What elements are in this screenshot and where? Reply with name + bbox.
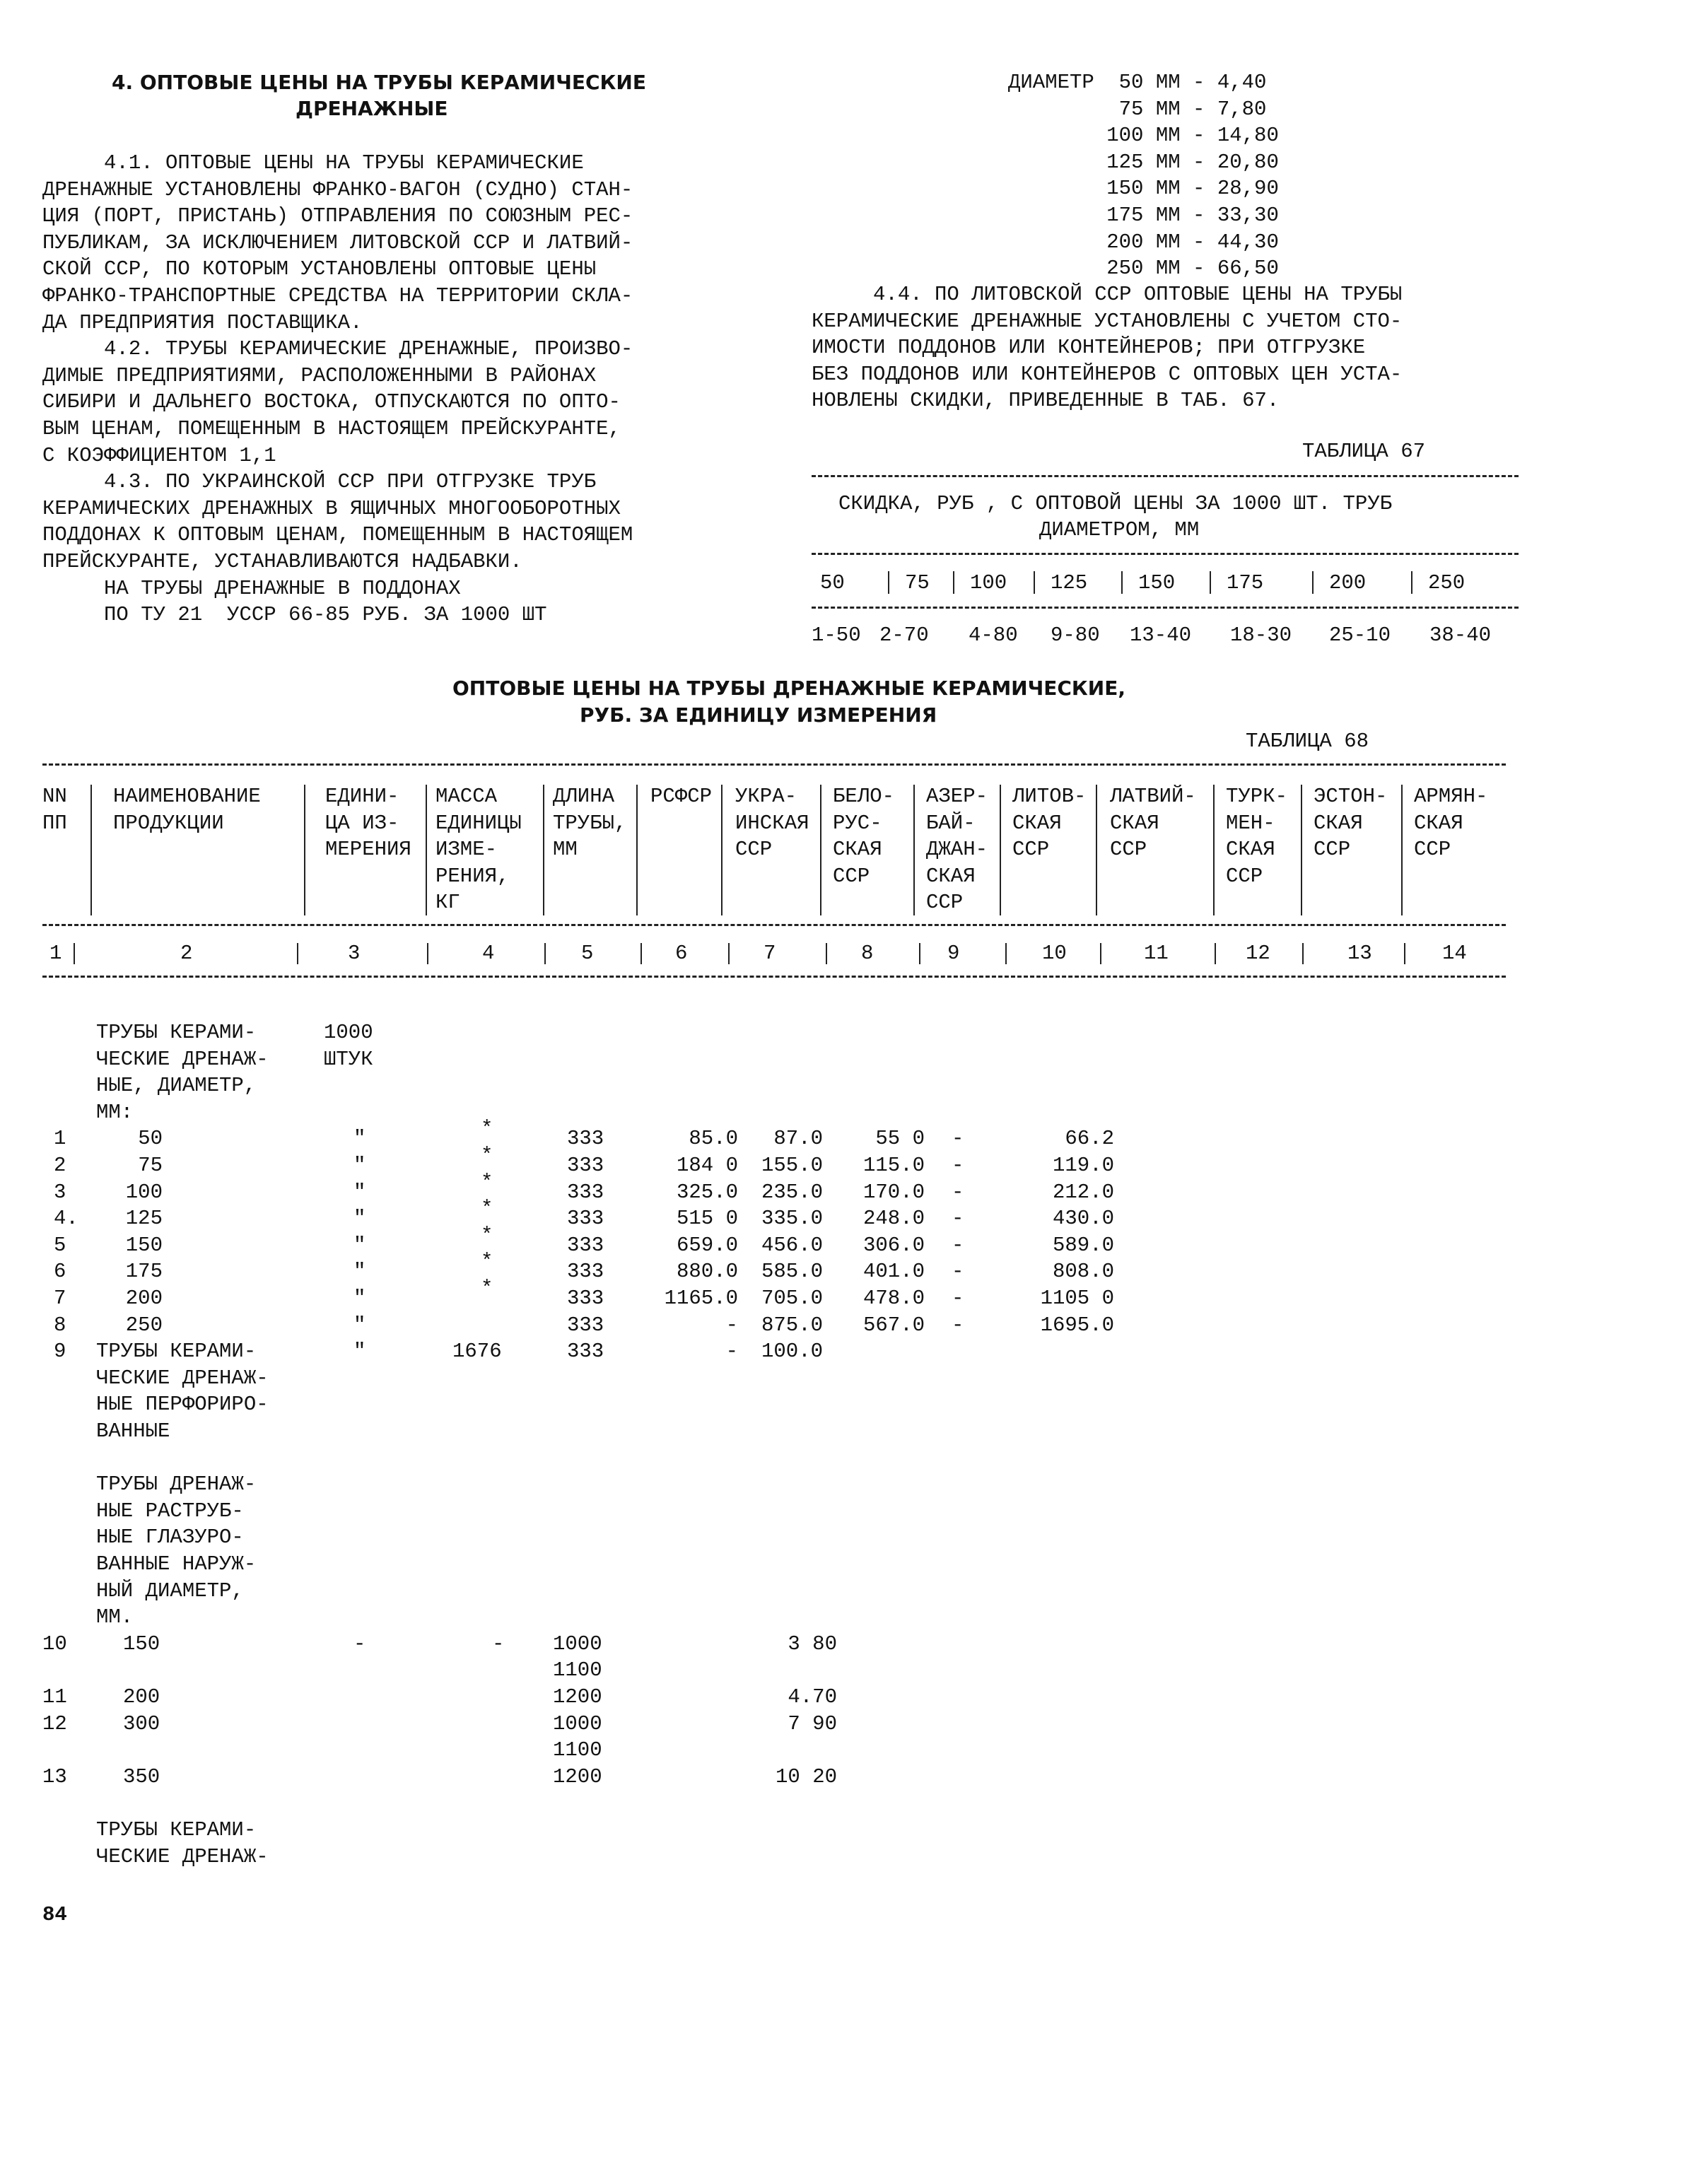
table68-header-cell: СКАЯ: [1110, 811, 1159, 835]
row-length: 333: [567, 1260, 604, 1284]
row-unit: ": [353, 1313, 366, 1337]
table68-header-cell: ИЗМЕ-: [435, 838, 498, 862]
paragraph-line: ДРЕНАЖНЫЕ УСТАНОВЛЕНЫ ФРАНКО-ВАГОН (СУДНО) СТАН-: [42, 177, 633, 201]
paragraph-line: КЕРАМИЧЕСКИХ ДРЕНАЖНЫХ В ЯЩИЧНЫХ МНОГООБОРОТНЫХ: [42, 496, 621, 520]
paragraph-line: 4.1. ОПТОВЫЕ ЦЕНЫ НА ТРУБЫ КЕРАМИЧЕСКИЕ: [42, 151, 584, 175]
table68-rule-top: [42, 763, 1506, 766]
row-lit: 589.0: [1052, 1233, 1114, 1257]
table68-header-cell: НАИМЕНОВАНИЕ: [113, 785, 261, 808]
table68-column-number: 2: [180, 942, 193, 965]
row-name: 350: [123, 1764, 160, 1789]
diameter-line: 200 ММ - 44,30: [1008, 230, 1279, 254]
table68-label: ТАБЛИЦА 68: [1246, 730, 1369, 753]
row-rsfsr: 85.0: [689, 1127, 738, 1151]
row-ukr: 585.0: [761, 1260, 823, 1284]
table68-column-separator: [820, 785, 821, 915]
table68-column-separator: [1401, 785, 1403, 915]
section-title-line2: ДРЕНАЖНЫЕ: [296, 97, 448, 120]
paragraph-line: СКОЙ ССР, ПО КОТОРЫМ УСТАНОВЛЕНЫ ОПТОВЫЕ ЦЕНЫ: [42, 257, 597, 281]
row-ukr: 4.70: [788, 1685, 837, 1709]
table68-column-separator: [1302, 943, 1304, 964]
table68-header-cell: БАЙ-: [926, 811, 976, 835]
row-bel: 306.0: [862, 1233, 925, 1257]
row-mass: *: [481, 1277, 493, 1300]
table67-header-line1: СКИДКА, РУБ , С ОПТОВОЙ ЦЕНЫ ЗА 1000 ШТ. ТРУБ: [838, 492, 1393, 515]
row-ukr: 875.0: [761, 1313, 823, 1337]
diameter-line: 150 ММ - 28,90: [1008, 177, 1279, 201]
row-rsfsr: 184 0: [676, 1154, 738, 1177]
page-number: 84: [42, 1903, 67, 1926]
row-name-text: ТРУБЫ КЕРАМИ-: [96, 1818, 257, 1842]
table68-column-number: 10: [1042, 942, 1067, 965]
table67-value: 1-50: [812, 624, 861, 647]
table68-column-separator: [427, 943, 428, 964]
row-bel: 248.0: [862, 1207, 925, 1231]
row-number: 9: [54, 1340, 66, 1364]
table67-rule-mid: [812, 553, 1519, 555]
row-name: 75: [138, 1154, 163, 1177]
row-number: 13: [42, 1764, 67, 1789]
row-name: 50: [138, 1127, 163, 1151]
row-name: 150: [125, 1233, 163, 1257]
paragraph-line: ПУБЛИКАМ, ЗА ИСКЛЮЧЕНИЕМ ЛИТОВСКОЙ ССР И ЛАТВИЙ-: [42, 230, 633, 254]
row-name-text: ЧЕСКИЕ ДРЕНАЖ-: [96, 1844, 269, 1868]
row-mass: *: [481, 1197, 493, 1221]
table68-column-number: 4: [482, 942, 495, 965]
table68-rule-colnums: [42, 976, 1506, 978]
row-name-text: ВАННЫЕ: [96, 1419, 170, 1443]
diameter-line: ДИАМЕТР 50 ММ - 4,40: [1008, 71, 1267, 94]
paragraph-line: ПРЕЙСКУРАНТЕ, УСТАНАВЛИВАЮТСЯ НАДБАВКИ.: [42, 550, 522, 573]
table68-header-cell: АРМЯН-: [1414, 785, 1488, 808]
row-ukr: 100.0: [761, 1340, 823, 1364]
row-number: 5: [54, 1233, 66, 1257]
table67-header-line2: ДИАМЕТРОМ, ММ: [1039, 518, 1200, 542]
table68-header-cell: ССР: [833, 864, 870, 888]
row-number: 10: [42, 1632, 67, 1656]
table68-header-cell: КГ: [435, 891, 460, 915]
table68-column-separator: [826, 943, 827, 964]
row-mass: *: [481, 1223, 493, 1247]
table67-separator: [1210, 571, 1211, 594]
table68-column-separator: [728, 943, 730, 964]
table68-column-separator: [297, 943, 298, 964]
table68-column-separator: [913, 785, 915, 915]
table68-column-number: 7: [764, 942, 776, 965]
row-length: 333: [567, 1127, 604, 1151]
row-number: 1: [54, 1127, 66, 1151]
table67-value: 38-40: [1429, 624, 1492, 647]
table68-header-cell: ЕДИНИ-: [325, 785, 399, 808]
row-length: 1000: [553, 1632, 602, 1656]
table68-header-cell: СКАЯ: [1414, 811, 1463, 835]
row-az: -: [952, 1180, 964, 1204]
table68-title-line2: РУБ. ЗА ЕДИНИЦУ ИЗМЕРЕНИЯ: [580, 703, 937, 727]
row-name-text: НЫЙ ДИАМЕТР,: [96, 1579, 244, 1603]
row-lit: 212.0: [1052, 1180, 1114, 1204]
table67-diameter: 200: [1329, 571, 1367, 595]
row-name: 300: [123, 1711, 160, 1735]
row-az: -: [952, 1154, 964, 1177]
table68-column-separator: [1005, 943, 1007, 964]
table68-header-cell: БЕЛО-: [833, 785, 895, 808]
paragraph-line: НА ТРУБЫ ДРЕНАЖНЫЕ В ПОДДОНАХ: [42, 576, 461, 600]
diameter-line: 100 ММ - 14,80: [1008, 124, 1279, 148]
row-ukr: 87.0: [773, 1127, 823, 1151]
diameter-line: 125 ММ - 20,80: [1008, 150, 1279, 174]
row-name-text: ЧЕСКИЕ ДРЕНАЖ-: [96, 1366, 269, 1390]
row-name-text: НЫЕ ПЕРФОРИРО-: [96, 1393, 269, 1417]
table67-value: 9-80: [1051, 624, 1100, 647]
row-lit: 808.0: [1052, 1260, 1114, 1284]
paragraph-line: С КОЭФФИЦИЕНТОМ 1,1: [42, 443, 276, 467]
table68-header-cell: МАССА: [435, 785, 498, 808]
row-ukr: 456.0: [761, 1233, 823, 1257]
row-ukr: 705.0: [761, 1287, 823, 1310]
paragraph-line: ПО ТУ 21 УССР 66-85 РУБ. ЗА 1000 ШТ: [42, 603, 547, 627]
table68-header-cell: СКАЯ: [833, 838, 882, 862]
paragraph-line: ВЫМ ЦЕНАМ, ПОМЕЩЕННЫМ В НАСТОЯЩЕМ ПРЕЙСКУРАНТЕ,: [42, 417, 621, 440]
paragraph-line: 4.3. ПО УКРАИНСКОЙ ССР ПРИ ОТГРУЗКЕ ТРУБ: [42, 470, 597, 494]
table67-separator: [1411, 571, 1412, 594]
table68-column-separator: [1096, 785, 1097, 915]
table68-column-separator: [1213, 785, 1215, 915]
diameter-line: 175 ММ - 33,30: [1008, 204, 1279, 227]
table68-column-separator: [74, 943, 75, 964]
paragraph-line: СИБИРИ И ДАЛЬНЕГО ВОСТОКА, ОТПУСКАЮТСЯ ПО ОПТО-: [42, 390, 621, 414]
row-name-text: НЫЕ, ДИАМЕТР,: [96, 1074, 257, 1098]
row-number: 11: [42, 1685, 67, 1709]
table68-column-separator: [426, 785, 427, 915]
row-bel: 478.0: [862, 1287, 925, 1310]
table68-header-cell: МЕН-: [1226, 811, 1275, 835]
table68-header-cell: СКАЯ: [1012, 811, 1062, 835]
table68-column-number: 5: [581, 942, 594, 965]
table67-diameter: 125: [1051, 571, 1088, 595]
paragraph-line: КЕРАМИЧЕСКИЕ ДРЕНАЖНЫЕ УСТАНОВЛЕНЫ С УЧЕТОМ СТО-: [812, 309, 1403, 333]
row-length: 333: [567, 1340, 604, 1364]
row-name: 200: [123, 1685, 160, 1709]
row-length: 333: [567, 1154, 604, 1177]
table68-header-cell: СКАЯ: [926, 864, 976, 888]
paragraph-line: ДА ПРЕДПРИЯТИЯ ПОСТАВЩИКА.: [42, 310, 363, 334]
row-bel: 567.0: [862, 1313, 925, 1337]
row-az: -: [952, 1287, 964, 1310]
diameter-line: 75 ММ - 7,80: [1008, 97, 1267, 121]
row-name: 150: [123, 1632, 160, 1656]
table68-header-cell: ДЛИНА: [553, 785, 615, 808]
table67-label: ТАБЛИЦА 67: [1302, 440, 1426, 463]
table68-header-cell: ССР: [1314, 838, 1351, 862]
row-length: 333: [567, 1287, 604, 1310]
table68-header-cell: ССР: [1414, 838, 1451, 862]
row-unit: ": [353, 1127, 366, 1151]
table68-column-separator: [721, 785, 723, 915]
diameter-line: 250 ММ - 66,50: [1008, 257, 1279, 281]
table68-header-cell: РЕНИЯ,: [435, 864, 510, 888]
row-mass: *: [481, 1170, 493, 1194]
row-rsfsr: -: [725, 1313, 738, 1337]
table68-header-cell: РСФСР: [650, 785, 713, 808]
table68-header-cell: ССР: [1012, 838, 1050, 862]
table67-separator: [953, 571, 954, 594]
table68-header-cell: УКРА-: [735, 785, 797, 808]
table68-header-cell: ТРУБЫ,: [553, 811, 627, 835]
table67-value: 18-30: [1230, 624, 1292, 647]
table68-column-separator: [1100, 943, 1101, 964]
row-name-text: НЫЕ РАСТРУБ-: [96, 1499, 244, 1523]
table68-header-cell: ССР: [735, 838, 773, 862]
table68-column-separator: [544, 943, 546, 964]
row-number: 2: [54, 1154, 66, 1177]
table67-diameter: 150: [1138, 571, 1176, 595]
row-az: -: [952, 1207, 964, 1231]
table67-separator: [888, 571, 889, 594]
row-lit: 119.0: [1052, 1154, 1114, 1177]
row-mass: -: [492, 1632, 505, 1656]
row-name: 250: [125, 1313, 163, 1337]
row-az: -: [952, 1260, 964, 1284]
row-lit: 1105 0: [1040, 1287, 1114, 1310]
paragraph-line: ЦИЯ (ПОРТ, ПРИСТАНЬ) ОТПРАВЛЕНИЯ ПО СОЮЗНЫМ РЕС-: [42, 204, 633, 228]
table67-separator: [1034, 571, 1035, 594]
table67-value: 25-10: [1329, 624, 1391, 647]
table68-header-cell: СКАЯ: [1226, 838, 1275, 862]
row-mass: 1676: [452, 1340, 502, 1364]
row-name: 200: [125, 1287, 163, 1310]
paragraph-line: ДИМЫЕ ПРЕДПРИЯТИЯМИ, РАСПОЛОЖЕННЫМИ В РАЙОНАХ: [42, 363, 597, 387]
table68-column-separator: [1404, 943, 1405, 964]
row-ukr: 3 80: [788, 1632, 837, 1656]
row-length: 333: [567, 1180, 604, 1204]
section-title: 4. ОПТОВЫЕ ЦЕНЫ НА ТРУБЫ КЕРАМИЧЕСКИЕ: [112, 71, 646, 94]
row-name: 100: [125, 1180, 163, 1204]
table68-column-number: 8: [861, 942, 874, 965]
table68-header-cell: ПП: [42, 811, 67, 835]
table68-column-number: 1: [49, 942, 62, 965]
table67-separator: [1121, 571, 1123, 594]
row-number: 7: [54, 1287, 66, 1310]
row-length: 1000: [553, 1711, 602, 1735]
row-rsfsr: 515 0: [676, 1207, 738, 1231]
table68-title: ОПТОВЫЕ ЦЕНЫ НА ТРУБЫ ДРЕНАЖНЫЕ КЕРАМИЧЕСКИЕ,: [452, 677, 1125, 700]
row-unit: ": [353, 1180, 366, 1204]
row-mass: *: [481, 1250, 493, 1274]
table68-header-cell: ЭСТОН-: [1314, 785, 1388, 808]
table67-separator: [1312, 571, 1314, 594]
row-length: 1100: [553, 1658, 602, 1682]
row-name-text: НЫЕ ГЛАЗУРО-: [96, 1526, 244, 1550]
table68-header-cell: СКАЯ: [1314, 811, 1363, 835]
table68-header-cell: АЗЕР-: [926, 785, 988, 808]
row-mass: *: [481, 1144, 493, 1167]
row-unit: ": [353, 1233, 366, 1257]
table68-column-number: 9: [947, 942, 960, 965]
row-unit-text: 1000: [324, 1021, 373, 1044]
row-bel: 401.0: [862, 1260, 925, 1284]
table68-column-separator: [1000, 785, 1001, 915]
row-unit: -: [353, 1632, 366, 1656]
table68-column-number: 12: [1246, 942, 1270, 965]
table68-rule-header: [42, 924, 1506, 926]
table67-rule-bottom: [812, 607, 1519, 609]
table68-header-cell: МЕРЕНИЯ: [325, 838, 411, 862]
row-ukr: 10 20: [775, 1764, 837, 1789]
row-length: 1200: [553, 1685, 602, 1709]
row-name-text: ТРУБЫ КЕРАМИ-: [96, 1021, 257, 1044]
table68-column-number: 3: [348, 942, 361, 965]
row-az: -: [952, 1313, 964, 1337]
row-az: -: [952, 1233, 964, 1257]
table68-column-separator: [919, 943, 920, 964]
row-name-text: ВАННЫЕ НАРУЖ-: [96, 1552, 257, 1576]
row-az: -: [952, 1127, 964, 1151]
row-rsfsr: 880.0: [676, 1260, 738, 1284]
table68-column-separator: [636, 785, 638, 915]
row-number: 3: [54, 1180, 66, 1204]
paragraph-line: ПОДДОНАХ К ОПТОВЫМ ЦЕНАМ, ПОМЕЩЕННЫМ В НАСТОЯЩЕМ: [42, 523, 633, 547]
row-bel: 55 0: [875, 1127, 925, 1151]
table68-header-cell: ЛАТВИЙ-: [1110, 785, 1196, 808]
row-unit: ": [353, 1154, 366, 1177]
row-name-text: ММ.: [96, 1605, 134, 1629]
row-number: 4.: [54, 1207, 78, 1231]
table68-header-cell: ДЖАН-: [926, 838, 988, 862]
row-number: 6: [54, 1260, 66, 1284]
table67-value: 2-70: [879, 624, 929, 647]
table68-column-number: 6: [675, 942, 688, 965]
table68-column-separator: [543, 785, 544, 915]
table68-column-separator: [1301, 785, 1302, 915]
table68-header-cell: ТУРК-: [1226, 785, 1288, 808]
row-length: 333: [567, 1313, 604, 1337]
row-number: 12: [42, 1711, 67, 1735]
paragraph-line: БЕЗ ПОДДОНОВ ИЛИ КОНТЕЙНЕРОВ С ОПТОВЫХ ЦЕН УСТА-: [812, 362, 1403, 386]
paragraph-line: НОВЛЕНЫ СКИДКИ, ПРИВЕДЕННЫЕ В ТАБ. 67.: [812, 389, 1280, 413]
table68-header-cell: ЕДИНИЦЫ: [435, 811, 522, 835]
row-bel: 115.0: [862, 1154, 925, 1177]
row-lit: 66.2: [1065, 1127, 1114, 1151]
paragraph-line: 4.4. ПО ЛИТОВСКОЙ ССР ОПТОВЫЕ ЦЕНЫ НА ТРУБЫ: [812, 283, 1403, 306]
row-ukr: 155.0: [761, 1154, 823, 1177]
table68-column-number: 14: [1442, 942, 1467, 965]
table67-rule-top: [812, 475, 1519, 477]
table68-header-cell: ССР: [1110, 838, 1147, 862]
row-name-text: ММ:: [96, 1100, 134, 1124]
table68-column-separator: [90, 785, 92, 915]
table68-column-separator: [1215, 943, 1216, 964]
row-name: 125: [125, 1207, 163, 1231]
paragraph-line: 4.2. ТРУБЫ КЕРАМИЧЕСКИЕ ДРЕНАЖНЫЕ, ПРОИЗВО-: [42, 337, 633, 361]
row-mass: *: [481, 1117, 493, 1141]
row-unit: ": [353, 1260, 366, 1284]
row-rsfsr: 325.0: [676, 1180, 738, 1204]
row-name-text: ЧЕСКИЕ ДРЕНАЖ-: [96, 1047, 269, 1071]
row-name-text: ТРУБЫ ДРЕНАЖ-: [96, 1473, 257, 1497]
table68-header-cell: NN: [42, 785, 67, 808]
table67-diameter: 175: [1227, 571, 1264, 595]
table68-column-separator: [304, 785, 305, 915]
row-length: 333: [567, 1207, 604, 1231]
row-unit: ": [353, 1340, 366, 1364]
paragraph-line: ФРАНКО-ТРАНСПОРТНЫЕ СРЕДСТВА НА ТЕРРИТОРИИ СКЛА-: [42, 284, 633, 308]
table68-header-cell: ССР: [1226, 864, 1263, 888]
row-unit: ": [353, 1287, 366, 1310]
row-length: 1100: [553, 1738, 602, 1762]
table68-column-separator: [640, 943, 642, 964]
table68-column-number: 13: [1347, 942, 1372, 965]
row-bel: 170.0: [862, 1180, 925, 1204]
paragraph-line: ИМОСТИ ПОДДОНОВ ИЛИ КОНТЕЙНЕРОВ; ПРИ ОТГРУЗКЕ: [812, 336, 1366, 360]
table67-value: 4-80: [969, 624, 1018, 647]
table68-header-cell: РУС-: [833, 811, 882, 835]
table68-column-number: 11: [1144, 942, 1169, 965]
table67-value: 13-40: [1130, 624, 1192, 647]
row-unit: ": [353, 1207, 366, 1231]
row-ukr: 235.0: [761, 1180, 823, 1204]
row-name: 175: [125, 1260, 163, 1284]
row-number: 8: [54, 1313, 66, 1337]
row-rsfsr: 659.0: [676, 1233, 738, 1257]
table68-header-cell: ПРОДУКЦИИ: [113, 811, 224, 835]
row-ukr: 7 90: [788, 1711, 837, 1735]
table67-diameter: 50: [820, 571, 845, 595]
row-name-text: ТРУБЫ КЕРАМИ-: [96, 1340, 257, 1364]
row-lit: 1695.0: [1040, 1313, 1114, 1337]
row-rsfsr: -: [725, 1340, 738, 1364]
table68-header-cell: ММ: [553, 838, 578, 862]
table67-diameter: 100: [970, 571, 1007, 595]
table68-header-cell: ССР: [926, 891, 964, 915]
table68-header-cell: ЛИТОВ-: [1012, 785, 1087, 808]
table67-diameter: 75: [905, 571, 930, 595]
row-ukr: 335.0: [761, 1207, 823, 1231]
row-lit: 430.0: [1052, 1207, 1114, 1231]
row-length: 333: [567, 1233, 604, 1257]
row-rsfsr: 1165.0: [664, 1287, 738, 1310]
table68-header-cell: ЦА ИЗ-: [325, 811, 399, 835]
row-length: 1200: [553, 1764, 602, 1789]
table67-diameter: 250: [1428, 571, 1466, 595]
row-unit-text: ШТУК: [324, 1047, 373, 1071]
table68-header-cell: ИНСКАЯ: [735, 811, 809, 835]
